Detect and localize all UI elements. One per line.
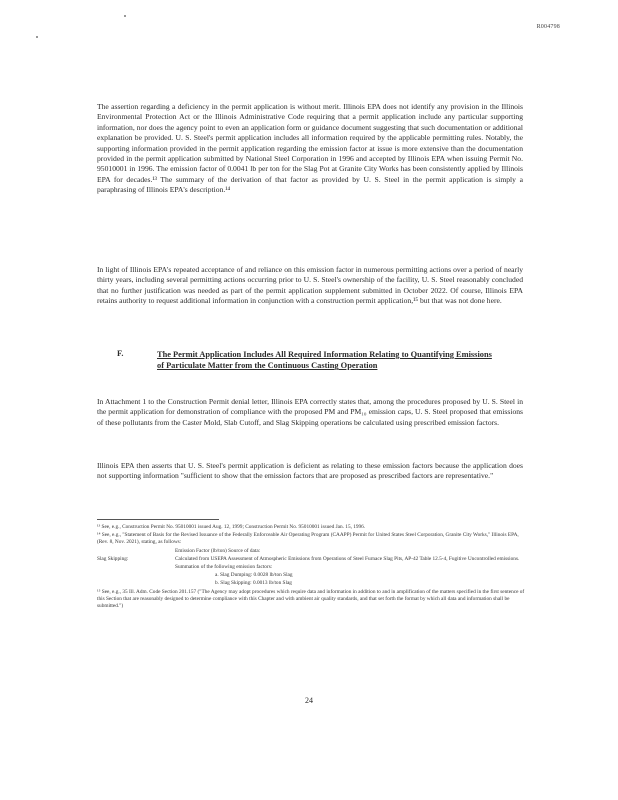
footnote-15: ¹⁵ See, e.g., 35 Ill. Adm. Code Section 201.157 ("The Agency may adopt procedures which require data and information in addition to and in amplification of the matters specified in the first sentence of this Section that are reasonably designed to determine compliance with this Chapter and with ambient air quality standards, and that set forth the format by which all data and information shall be submitted.") — [97, 588, 525, 610]
footnote-14-summation: Summation of the following emission factors: — [175, 564, 273, 571]
paragraph-emission-factor-merit: The assertion regarding a deficiency in the permit application is without merit. Illinois EPA does not identify any provision in the Illinois Environmental Protection Act or the Illinois Administrative Code requiring that a permit application include any particular supporting information, nor does the agency point to even an application form or guidance document suggesting that such documentation or additional explanation be provided. U. S. Steel's permit application includes all information required by the applicable permitting rules. Notably, the supporting information provided in the permit application regarding the emission factor at issue is more extensive than the documentation provided in the permit application submitted by National Steel Corporation in 1996 and accepted by Illinois EPA when issuing Permit No. 95010001 in 1996. The emission factor of 0.0041 lb per ton for the Slag Pot at Granite City Works has been consistently applied by Illinois EPA for decades.¹³ The summary of the derivation of that factor as provided by U. S. Steel in the permit application is simply a paraphrasing of Illinois EPA's description.¹⁴ — [97, 102, 523, 195]
section-heading-number: F. — [117, 349, 124, 358]
paragraph-epa-acceptance: In light of Illinois EPA's repeated acceptance of and reliance on this emission factor in numerous permitting actions over a period of nearly thirty years, including several permitting actions occurring prior to U. S. Steel's ownership of the facility, U. S. Steel reasonably concluded that no further justification was needed as part of the permit application supplement submitted in October 2022. Of course, Illinois EPA retains authority to request additional information in conjunction with a construction permit application,¹⁵ but that was not done here. — [97, 265, 523, 306]
page-number: 24 — [305, 696, 313, 705]
scan-speck — [36, 36, 38, 38]
footnotes — [97, 524, 527, 611]
footnote-14-slag-skipping-factor: b. Slag Skipping: 0.0013 lb/ton Slag — [215, 580, 292, 587]
footnote-14: ¹⁴ See, e.g., "Statement of Basis for the Revised Issuance of the Federally Enforceable Air Operating Program (CAAPP) Permit for United States Steel Corporation, Granite City Works," Illinois EPA, (Rev. 8, Nov. 2021), stating, as follows: — [97, 532, 519, 546]
bates-number: R004798 — [536, 24, 560, 30]
footnote-14-source-header: Emission Factor (lb/ton) Source of data: — [175, 547, 261, 554]
paragraph-epa-assertion: Illinois EPA then asserts that U. S. Steel's permit application is deficient as relating to these emission factors because the application does not supporting information "sufficient to show that the emission factors that are proposed as prescribed factors are representative." — [97, 461, 523, 481]
footnote-separator — [97, 519, 219, 520]
footnote-13: ¹³ See, e.g., Construction Permit No. 95010001 issued Aug. 12, 1999; Construction Permit No. 95010001 issued Jan. 15, 1996. — [97, 524, 366, 530]
section-heading-title: The Permit Application Includes All Required Information Relating to Quantifying Emissions of Particulate Matter from the Continuous Casting Operation — [157, 350, 492, 371]
scan-speck — [124, 15, 126, 17]
footnote-14-slag-text: Calculated from USEPA Assessment of Atmospheric Emissions from Operations of Steel Furnace Slag Pits, AP-42 Table 12.5-4, Fugitive Uncontrolled emissions. — [175, 555, 520, 562]
paragraph-attachment-1: In Attachment 1 to the Construction Permit denial letter, Illinois EPA correctly states that, among the procedures proposed by U. S. Steel in the permit application for demonstration of compliance with the proposed PM and PM₁₀ emission caps, U. S. Steel proposed that emissions of these pollutants from the Caster Mold, Slab Cutoff, and Slag Skipping operations be calculated using prescribed emission factors. — [97, 397, 523, 427]
footnote-14-slag-dumping: a. Slag Dumping: 0.0028 lb/ton Slag — [215, 572, 293, 579]
footnote-14-slag-skipping — [97, 556, 527, 563]
footnote-14-slag-label: Slag Skipping: — [97, 555, 129, 562]
